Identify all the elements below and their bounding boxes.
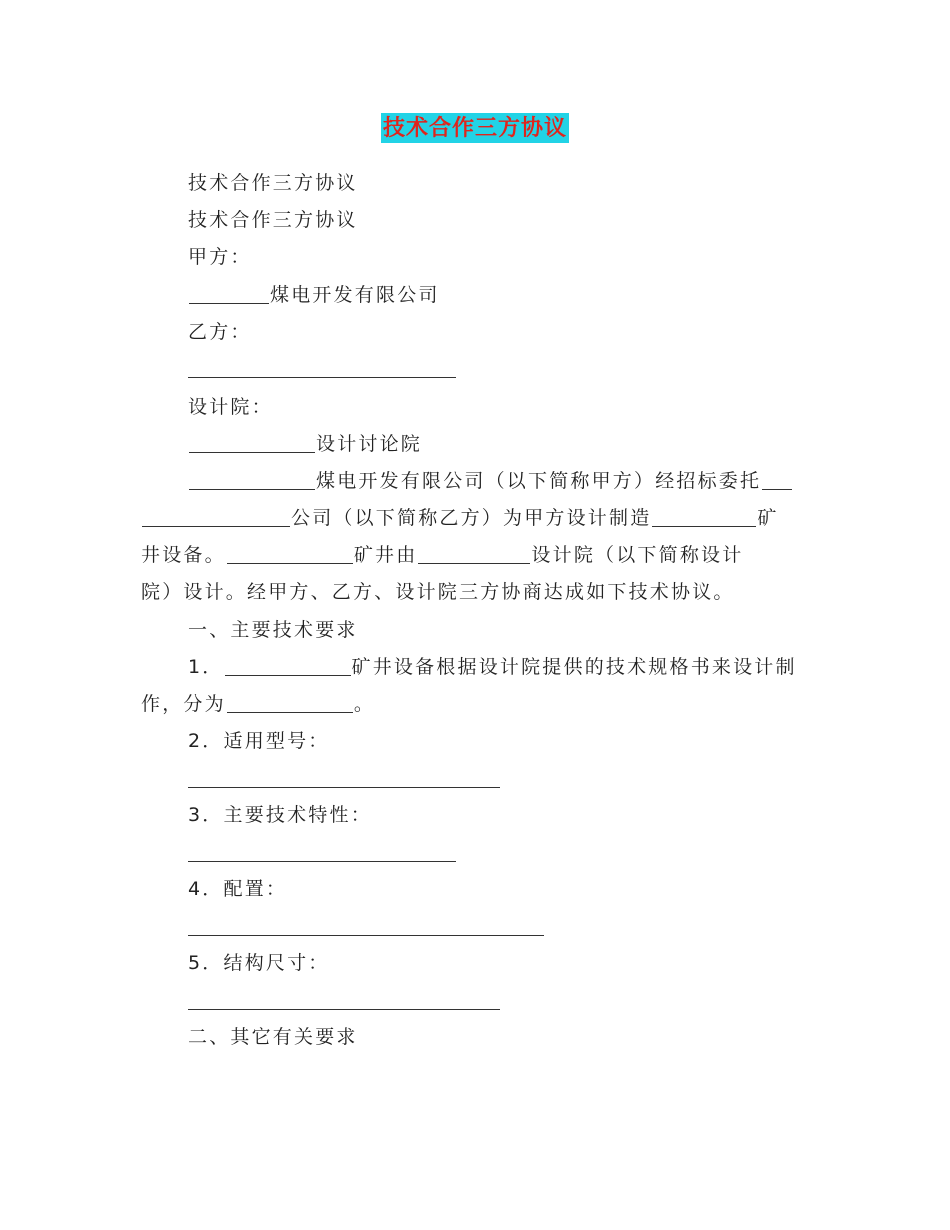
line-text: 矿井由 bbox=[353, 544, 418, 566]
document-title: 技术合作三方协议 bbox=[382, 115, 567, 141]
line-text: 1． bbox=[188, 656, 224, 678]
line-text: 矿井设备根据设计院提供的技术规格书来设计制 bbox=[351, 656, 797, 678]
fill-blank bbox=[652, 508, 756, 527]
fill-blank bbox=[189, 471, 315, 490]
line-text: 甲方： bbox=[188, 246, 252, 268]
fill-blank bbox=[762, 471, 792, 490]
line-text: 井设备。 bbox=[141, 544, 226, 566]
line-text: 技术合作三方协议 bbox=[188, 172, 358, 194]
item-label bbox=[188, 951, 330, 975]
line-text: 设计讨论院 bbox=[316, 433, 423, 455]
line-text: 矿 bbox=[757, 507, 779, 529]
line-text: 4．配置： bbox=[188, 878, 288, 900]
line-text: 3．主要技术特性： bbox=[188, 804, 372, 826]
fill-blank bbox=[142, 508, 290, 527]
fill-blank bbox=[189, 434, 315, 453]
item-blank-line bbox=[188, 915, 544, 939]
line-text: 院）设计。经甲方、乙方、设计院三方协商达成如下技术协议。 bbox=[141, 581, 735, 603]
section-heading bbox=[188, 1025, 358, 1049]
line-text: 设计院： bbox=[188, 396, 273, 418]
line-text: 5．结构尺寸： bbox=[188, 952, 330, 974]
item-label bbox=[188, 729, 330, 753]
paragraph-line bbox=[141, 580, 735, 604]
fill-blank bbox=[188, 991, 500, 1010]
fill-blank bbox=[188, 769, 500, 788]
item-label bbox=[188, 877, 287, 901]
party-b-label bbox=[188, 320, 252, 344]
fill-blank bbox=[189, 285, 269, 304]
fill-blank bbox=[188, 917, 544, 936]
item-blank-line bbox=[188, 841, 456, 865]
line-text: 。 bbox=[353, 693, 376, 715]
paragraph-line bbox=[141, 692, 375, 716]
fill-blank bbox=[227, 545, 353, 564]
line-text: 煤电开发有限公司（以下简称甲方）经招标委托 bbox=[316, 470, 762, 492]
item-blank-line bbox=[188, 989, 500, 1013]
party-a-label bbox=[188, 245, 252, 269]
line-text: 二、其它有关要求 bbox=[188, 1026, 358, 1048]
line-text: 公司（以下简称乙方）为甲方设计制造 bbox=[291, 507, 652, 529]
fill-blank bbox=[188, 843, 456, 862]
fill-blank bbox=[227, 694, 353, 713]
item-label bbox=[188, 803, 372, 827]
design-institute-label bbox=[188, 395, 273, 419]
paragraph-line bbox=[188, 469, 793, 493]
party-b-name bbox=[188, 357, 456, 381]
line-text: 2．适用型号： bbox=[188, 730, 330, 752]
party-a-name bbox=[188, 283, 440, 307]
design-institute-name bbox=[188, 432, 422, 456]
paragraph-line bbox=[188, 655, 797, 679]
line-text: 乙方： bbox=[188, 321, 252, 343]
item-blank-line bbox=[188, 767, 500, 791]
title-container bbox=[0, 113, 950, 143]
line-text: 一、主要技术要求 bbox=[188, 619, 358, 641]
fill-blank bbox=[188, 359, 456, 378]
text-line bbox=[188, 208, 358, 232]
line-text: 技术合作三方协议 bbox=[188, 209, 358, 231]
fill-blank bbox=[418, 545, 530, 564]
fill-blank bbox=[225, 657, 351, 676]
paragraph-line bbox=[141, 543, 743, 567]
text-line bbox=[188, 171, 358, 195]
line-text: 作，分为 bbox=[141, 693, 226, 715]
paragraph-line bbox=[141, 506, 779, 530]
line-text: 煤电开发有限公司 bbox=[270, 284, 440, 306]
section-heading bbox=[188, 618, 358, 642]
line-text: 设计院（以下简称设计 bbox=[531, 544, 744, 566]
